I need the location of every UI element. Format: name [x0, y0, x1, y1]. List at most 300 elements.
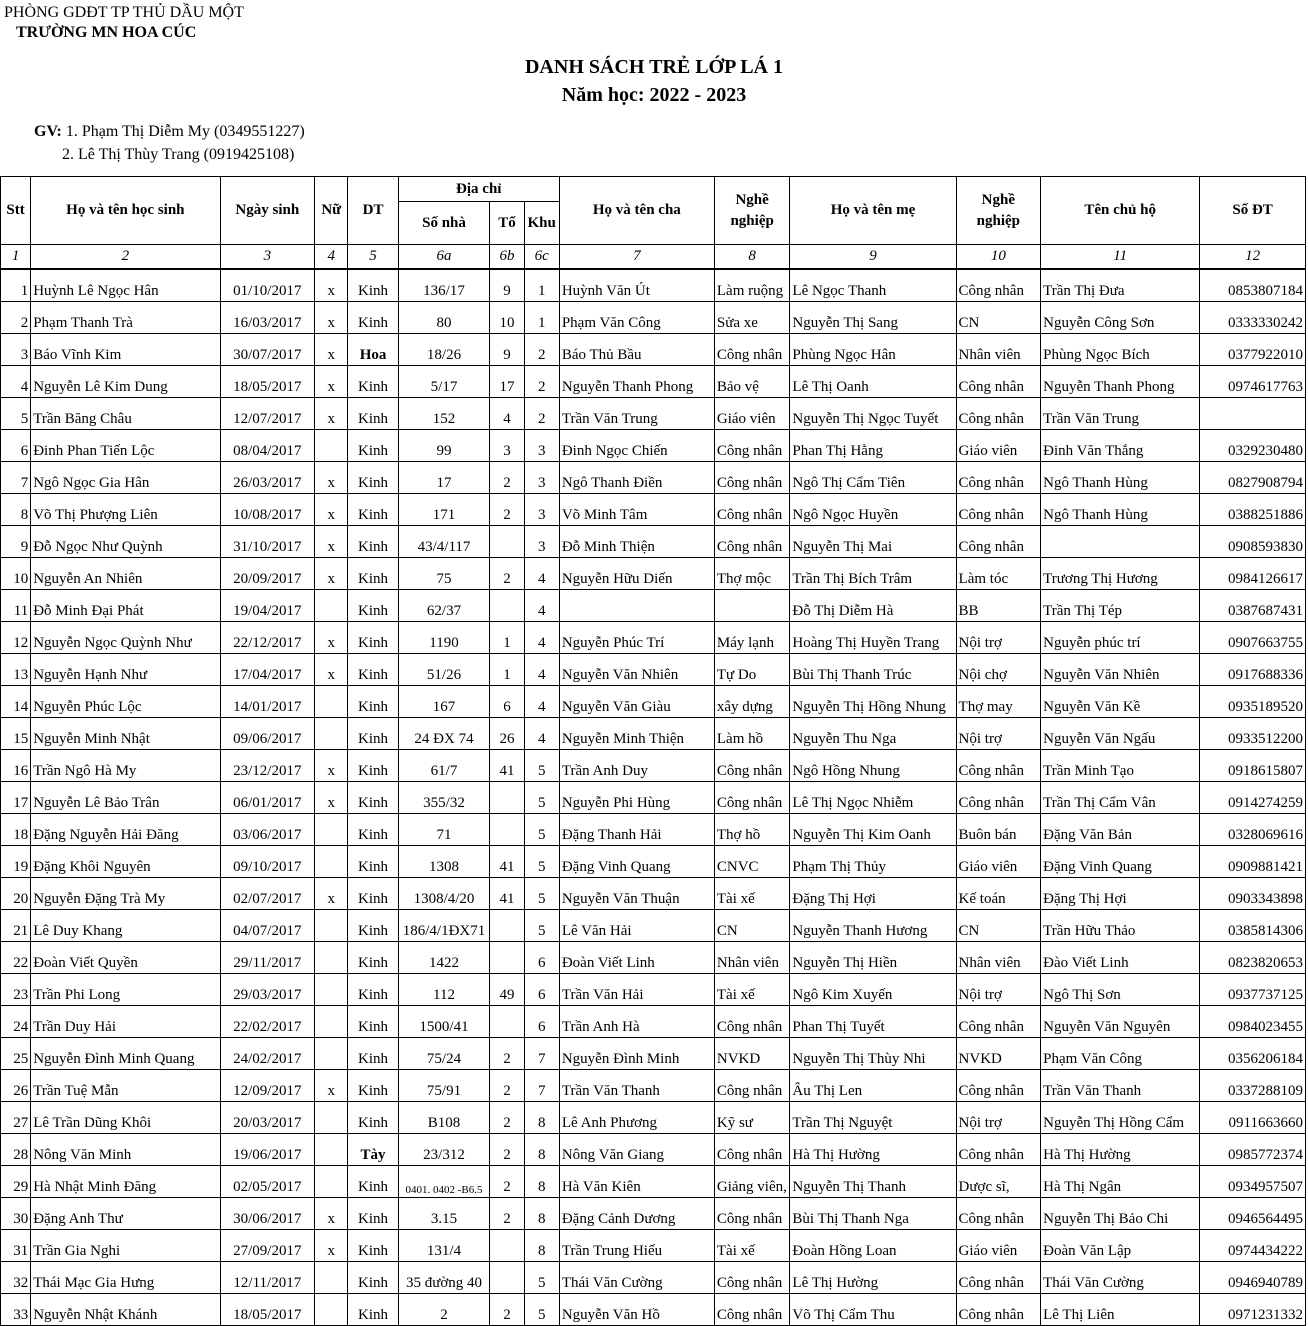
- cell-female-mark: [315, 1134, 348, 1166]
- cell-father-job: Máy lạnh: [714, 622, 790, 654]
- cell-ethnicity: Kinh: [348, 1038, 398, 1070]
- cell-dob: 12/07/2017: [220, 398, 315, 430]
- cell-student-name: Nguyễn Ngọc Quỳnh Như: [31, 622, 220, 654]
- cell-student-name: Đặng Anh Thư: [31, 1198, 220, 1230]
- col-to: Tổ: [490, 202, 524, 245]
- cell-phone: 0387687431: [1200, 590, 1306, 622]
- cell-student-name: Nguyễn Phúc Lộc: [31, 686, 220, 718]
- cell-mother-job: Giáo viên: [956, 846, 1041, 878]
- cell-khu: 8: [524, 1134, 559, 1166]
- cell-household-head: Ngô Thanh Hùng: [1041, 494, 1200, 526]
- cell-student-name: Nguyễn Đình Minh Quang: [31, 1038, 220, 1070]
- cell-student-name: Đỗ Ngọc Như Quỳnh: [31, 526, 220, 558]
- cell-khu: 6: [524, 974, 559, 1006]
- col-phone: Số ĐT: [1200, 177, 1306, 245]
- cell-mother-name: Phùng Ngọc Hân: [790, 334, 956, 366]
- cell-dob: 02/07/2017: [220, 878, 315, 910]
- cell-mother-name: Ngô Hồng Nhung: [790, 750, 956, 782]
- cell-mother-name: Đặng Thị Hợi: [790, 878, 956, 910]
- cell-dob: 12/09/2017: [220, 1070, 315, 1102]
- cell-to: 6: [490, 686, 524, 718]
- cell-father-job: Công nhân: [714, 1134, 790, 1166]
- cell-khu: 4: [524, 686, 559, 718]
- cell-phone: 0984126617: [1200, 558, 1306, 590]
- cell-to: 17: [490, 366, 524, 398]
- cell-phone: 0388251886: [1200, 494, 1306, 526]
- cell-father-job: Bảo vệ: [714, 366, 790, 398]
- cell-stt: 19: [1, 846, 31, 878]
- cell-to: 49: [490, 974, 524, 1006]
- cell-father-job: Công nhân: [714, 334, 790, 366]
- table-row: [1, 814, 1306, 846]
- cell-khu: 1: [524, 269, 559, 302]
- cell-student-name: Nguyễn Lê Bảo Trân: [31, 782, 220, 814]
- cell-dob: 19/06/2017: [220, 1134, 315, 1166]
- cell-dob: 04/07/2017: [220, 910, 315, 942]
- school-name: TRƯỜNG MN HOA CÚC: [16, 24, 197, 41]
- cell-ethnicity: Kinh: [348, 398, 398, 430]
- col-father: Họ và tên cha: [559, 177, 714, 245]
- cell-house-number: 112: [398, 974, 490, 1006]
- cell-phone: 0385814306: [1200, 910, 1306, 942]
- cell-student-name: Phạm Thanh Trà: [31, 302, 220, 334]
- cell-female-mark: x: [315, 269, 348, 302]
- cell-phone: [1200, 398, 1306, 430]
- table-row: [1, 1038, 1306, 1070]
- cell-female-mark: x: [315, 782, 348, 814]
- cell-father-job: Công nhân: [714, 526, 790, 558]
- cell-house-number: 43/4/117: [398, 526, 490, 558]
- cell-house-number: 1190: [398, 622, 490, 654]
- cell-dob: 20/09/2017: [220, 558, 315, 590]
- cell-phone: 0946564495: [1200, 1198, 1306, 1230]
- table-row: [1, 1294, 1306, 1326]
- cell-house-number: 2: [398, 1294, 490, 1326]
- student-rows: [1, 269, 1306, 1326]
- cell-phone: 0917688336: [1200, 654, 1306, 686]
- cell-stt: 9: [1, 526, 31, 558]
- cell-student-name: Võ Thị Phượng Liên: [31, 494, 220, 526]
- cell-father-name: Nguyễn Văn Hồ: [559, 1294, 714, 1326]
- cell-father-job: Công nhân: [714, 750, 790, 782]
- cell-father-name: Nông Văn Giang: [559, 1134, 714, 1166]
- cell-female-mark: x: [315, 558, 348, 590]
- cell-mother-job: Công nhân: [956, 1070, 1041, 1102]
- cell-khu: 6: [524, 942, 559, 974]
- cell-stt: 11: [1, 590, 31, 622]
- cell-student-name: Trần Ngô Hà My: [31, 750, 220, 782]
- cell-phone: 0823820653: [1200, 942, 1306, 974]
- table-row: [1, 334, 1306, 366]
- cell-father-name: Trần Anh Duy: [559, 750, 714, 782]
- cell-household-head: Phùng Ngọc Bích: [1041, 334, 1200, 366]
- cell-ethnicity: Kinh: [348, 302, 398, 334]
- cell-house-number: 1500/41: [398, 1006, 490, 1038]
- cell-mother-job: NVKD: [956, 1038, 1041, 1070]
- cell-phone: 0984023455: [1200, 1006, 1306, 1038]
- page-title: DANH SÁCH TRẺ LỚP LÁ 1: [524, 56, 783, 78]
- table-row: [1, 430, 1306, 462]
- cell-khu: 5: [524, 846, 559, 878]
- cell-stt: 22: [1, 942, 31, 974]
- cell-house-number: 355/32: [398, 782, 490, 814]
- cell-female-mark: x: [315, 654, 348, 686]
- cell-student-name: Lê Trần Dũng Khôi: [31, 1102, 220, 1134]
- column-number: 6a: [398, 245, 490, 270]
- cell-stt: 7: [1, 462, 31, 494]
- cell-to: [490, 910, 524, 942]
- cell-ethnicity: Kinh: [348, 846, 398, 878]
- cell-mother-job: Công nhân: [956, 526, 1041, 558]
- cell-mother-job: Nội trợ: [956, 718, 1041, 750]
- cell-mother-name: Nguyễn Thị Ngọc Tuyết: [790, 398, 956, 430]
- cell-household-head: Nguyễn Thị Bảo Chi: [1041, 1198, 1200, 1230]
- cell-khu: 2: [524, 366, 559, 398]
- cell-mother-name: Ngô Kim Xuyến: [790, 974, 956, 1006]
- cell-mother-job: BB: [956, 590, 1041, 622]
- cell-mother-name: Lê Thị Oanh: [790, 366, 956, 398]
- cell-father-name: Trần Anh Hà: [559, 1006, 714, 1038]
- cell-mother-job: Làm tóc: [956, 558, 1041, 590]
- cell-ethnicity: Kinh: [348, 622, 398, 654]
- cell-father-name: Hà Văn Kiên: [559, 1166, 714, 1198]
- cell-student-name: Đặng Nguyễn Hải Đăng: [31, 814, 220, 846]
- cell-female-mark: [315, 814, 348, 846]
- cell-household-head: Nguyễn Thị Hồng Cẩm: [1041, 1102, 1200, 1134]
- cell-phone: 0329230480: [1200, 430, 1306, 462]
- cell-khu: 3: [524, 430, 559, 462]
- cell-stt: 18: [1, 814, 31, 846]
- cell-student-name: Nguyễn An Nhiên: [31, 558, 220, 590]
- cell-dob: 06/01/2017: [220, 782, 315, 814]
- cell-dob: 10/08/2017: [220, 494, 315, 526]
- cell-father-job: Công nhân: [714, 494, 790, 526]
- cell-student-name: Nông Văn Minh: [31, 1134, 220, 1166]
- cell-father-name: Đặng Cảnh Dương: [559, 1198, 714, 1230]
- cell-khu: 8: [524, 1230, 559, 1262]
- cell-ethnicity: Kinh: [348, 1230, 398, 1262]
- cell-khu: 4: [524, 590, 559, 622]
- cell-ethnicity: Tày: [348, 1134, 398, 1166]
- cell-student-name: Hà Nhật Minh Đăng: [31, 1166, 220, 1198]
- cell-father-name: Thái Văn Cường: [559, 1262, 714, 1294]
- cell-phone: 0946940789: [1200, 1262, 1306, 1294]
- cell-father-name: Đinh Ngọc Chiến: [559, 430, 714, 462]
- cell-ethnicity: Kinh: [348, 782, 398, 814]
- cell-dob: 14/01/2017: [220, 686, 315, 718]
- cell-ethnicity: Kinh: [348, 718, 398, 750]
- cell-to: 2: [490, 1166, 524, 1198]
- cell-household-head: Ngô Thị Sơn: [1041, 974, 1200, 1006]
- cell-father-job: Tài xế: [714, 974, 790, 1006]
- cell-to: 2: [490, 494, 524, 526]
- cell-father-name: Đoàn Viết Linh: [559, 942, 714, 974]
- cell-female-mark: x: [315, 622, 348, 654]
- cell-mother-name: Trần Thị Bích Trâm: [790, 558, 956, 590]
- col-khu: Khu: [524, 202, 559, 245]
- cell-father-job: Giáo viên: [714, 398, 790, 430]
- cell-house-number: 80: [398, 302, 490, 334]
- cell-household-head: Hà Thị Ngân: [1041, 1166, 1200, 1198]
- cell-stt: 33: [1, 1294, 31, 1326]
- col-mother: Họ và tên mẹ: [790, 177, 956, 245]
- cell-father-name: Nguyễn Hữu Diến: [559, 558, 714, 590]
- cell-female-mark: [315, 1166, 348, 1198]
- cell-student-name: Nguyễn Nhật Khánh: [31, 1294, 220, 1326]
- cell-female-mark: x: [315, 302, 348, 334]
- cell-female-mark: [315, 1038, 348, 1070]
- cell-female-mark: x: [315, 334, 348, 366]
- column-number: 2: [31, 245, 220, 270]
- cell-father-name: Nguyễn Minh Thiện: [559, 718, 714, 750]
- cell-stt: 4: [1, 366, 31, 398]
- cell-ethnicity: Kinh: [348, 814, 398, 846]
- cell-father-job: NVKD: [714, 1038, 790, 1070]
- col-address: Địa chỉ: [398, 177, 559, 202]
- cell-dob: 02/05/2017: [220, 1166, 315, 1198]
- cell-student-name: Lê Duy Khang: [31, 910, 220, 942]
- cell-stt: 28: [1, 1134, 31, 1166]
- cell-father-name: Lê Văn Hải: [559, 910, 714, 942]
- cell-phone: 0974434222: [1200, 1230, 1306, 1262]
- cell-household-head: Thái Văn Cường: [1041, 1262, 1200, 1294]
- cell-mother-job: Thợ may: [956, 686, 1041, 718]
- cell-stt: 21: [1, 910, 31, 942]
- cell-phone: 0911663660: [1200, 1102, 1306, 1134]
- cell-phone: 0356206184: [1200, 1038, 1306, 1070]
- cell-ethnicity: Kinh: [348, 1294, 398, 1326]
- cell-mother-name: Âu Thị Len: [790, 1070, 956, 1102]
- cell-mother-job: Công nhân: [956, 366, 1041, 398]
- cell-phone: 0937737125: [1200, 974, 1306, 1006]
- cell-father-name: Phạm Văn Công: [559, 302, 714, 334]
- col-dt: DT: [348, 177, 398, 245]
- cell-phone: 0909881421: [1200, 846, 1306, 878]
- cell-father-job: Tài xế: [714, 1230, 790, 1262]
- table-row: [1, 654, 1306, 686]
- cell-khu: 5: [524, 750, 559, 782]
- cell-household-head: Nguyễn Văn Ngấu: [1041, 718, 1200, 750]
- cell-ethnicity: Kinh: [348, 1006, 398, 1038]
- cell-khu: 8: [524, 1198, 559, 1230]
- cell-house-number: 152: [398, 398, 490, 430]
- column-number: 8: [714, 245, 790, 270]
- cell-to: 2: [490, 1198, 524, 1230]
- cell-female-mark: x: [315, 1230, 348, 1262]
- table-row: [1, 910, 1306, 942]
- cell-stt: 13: [1, 654, 31, 686]
- cell-stt: 26: [1, 1070, 31, 1102]
- cell-mother-name: Lê Thị Ngọc Nhiễm: [790, 782, 956, 814]
- cell-phone: 0903343898: [1200, 878, 1306, 910]
- cell-ethnicity: Kinh: [348, 269, 398, 302]
- cell-household-head: Đoàn Văn Lập: [1041, 1230, 1200, 1262]
- cell-stt: 17: [1, 782, 31, 814]
- cell-to: [490, 814, 524, 846]
- cell-household-head: Đào Viết Linh: [1041, 942, 1200, 974]
- cell-student-name: Nguyễn Đặng Trà My: [31, 878, 220, 910]
- cell-female-mark: [315, 1102, 348, 1134]
- cell-mother-job: Nội chợ: [956, 654, 1041, 686]
- cell-stt: 25: [1, 1038, 31, 1070]
- cell-to: 2: [490, 1102, 524, 1134]
- cell-ethnicity: Kinh: [348, 910, 398, 942]
- cell-ethnicity: Kinh: [348, 878, 398, 910]
- cell-khu: 4: [524, 654, 559, 686]
- cell-phone: 0974617763: [1200, 366, 1306, 398]
- col-head: Tên chủ hộ: [1041, 177, 1200, 245]
- cell-female-mark: x: [315, 1198, 348, 1230]
- cell-mother-name: Nguyễn Thị Thùy Nhi: [790, 1038, 956, 1070]
- cell-dob: 22/02/2017: [220, 1006, 315, 1038]
- cell-household-head: Trương Thị Hương: [1041, 558, 1200, 590]
- cell-dob: 29/03/2017: [220, 974, 315, 1006]
- cell-to: 2: [490, 1038, 524, 1070]
- cell-phone: 0827908794: [1200, 462, 1306, 494]
- cell-ethnicity: Kinh: [348, 526, 398, 558]
- cell-dob: 22/12/2017: [220, 622, 315, 654]
- cell-khu: 5: [524, 1294, 559, 1326]
- cell-dob: 12/11/2017: [220, 1262, 315, 1294]
- column-number: 1: [1, 245, 31, 270]
- cell-khu: 3: [524, 462, 559, 494]
- cell-khu: 5: [524, 782, 559, 814]
- cell-student-name: Ngô Ngọc Gia Hân: [31, 462, 220, 494]
- cell-father-job: Công nhân: [714, 1006, 790, 1038]
- column-number: 11: [1041, 245, 1200, 270]
- cell-house-number: 171: [398, 494, 490, 526]
- cell-female-mark: x: [315, 878, 348, 910]
- cell-mother-job: Công nhân: [956, 1134, 1041, 1166]
- cell-dob: 18/05/2017: [220, 1294, 315, 1326]
- cell-student-name: Nguyễn Hạnh Như: [31, 654, 220, 686]
- cell-household-head: Hà Thị Hường: [1041, 1134, 1200, 1166]
- cell-household-head: Trần Thị Cẩm Vân: [1041, 782, 1200, 814]
- cell-house-number: 1422: [398, 942, 490, 974]
- teacher-1: 1. Phạm Thị Diễm My (0349551227): [65, 123, 305, 140]
- cell-stt: 10: [1, 558, 31, 590]
- cell-ethnicity: Kinh: [348, 462, 398, 494]
- cell-father-name: Trần Văn Trung: [559, 398, 714, 430]
- cell-mother-job: Công nhân: [956, 1262, 1041, 1294]
- cell-house-number: 1308/4/20: [398, 878, 490, 910]
- cell-stt: 31: [1, 1230, 31, 1262]
- cell-dob: 31/10/2017: [220, 526, 315, 558]
- cell-household-head: Lê Thị Liên: [1041, 1294, 1200, 1326]
- cell-household-head: Trần Hữu Thảo: [1041, 910, 1200, 942]
- col-nu: Nữ: [315, 177, 348, 245]
- cell-house-number: 24 ĐX 74: [398, 718, 490, 750]
- cell-to: [490, 942, 524, 974]
- table-row: [1, 1166, 1306, 1198]
- cell-khu: 5: [524, 910, 559, 942]
- cell-father-name: Nguyễn Phúc Trí: [559, 622, 714, 654]
- cell-khu: 6: [524, 1006, 559, 1038]
- cell-to: 41: [490, 750, 524, 782]
- cell-mother-name: Nguyễn Thị Mai: [790, 526, 956, 558]
- cell-female-mark: [315, 1262, 348, 1294]
- cell-ethnicity: Kinh: [348, 590, 398, 622]
- cell-father-job: [714, 590, 790, 622]
- cell-stt: 29: [1, 1166, 31, 1198]
- cell-phone: 0933512200: [1200, 718, 1306, 750]
- cell-phone: 0333330242: [1200, 302, 1306, 334]
- cell-student-name: Trần Phi Long: [31, 974, 220, 1006]
- table-row: [1, 1102, 1306, 1134]
- cell-student-name: Đặng Khôi Nguyên: [31, 846, 220, 878]
- cell-stt: 23: [1, 974, 31, 1006]
- cell-father-name: Huỳnh Văn Út: [559, 269, 714, 302]
- teacher-2: 2. Lê Thị Thùy Trang (0919425108): [62, 146, 295, 163]
- cell-ethnicity: Kinh: [348, 974, 398, 1006]
- cell-dob: 09/06/2017: [220, 718, 315, 750]
- cell-dob: 17/04/2017: [220, 654, 315, 686]
- header-org-block: [4, 3, 244, 43]
- cell-to: 2: [490, 1294, 524, 1326]
- cell-mother-job: Nội trợ: [956, 974, 1041, 1006]
- cell-mother-name: Nguyễn Thị Sang: [790, 302, 956, 334]
- cell-mother-job: Nhân viên: [956, 334, 1041, 366]
- cell-mother-name: Lê Thị Hường: [790, 1262, 956, 1294]
- cell-father-name: Đặng Thanh Hải: [559, 814, 714, 846]
- cell-female-mark: [315, 910, 348, 942]
- cell-stt: 1: [1, 269, 31, 302]
- cell-mother-job: Nhân viên: [956, 942, 1041, 974]
- cell-female-mark: [315, 846, 348, 878]
- column-number: 10: [956, 245, 1041, 270]
- cell-female-mark: [315, 974, 348, 1006]
- cell-to: 2: [490, 1134, 524, 1166]
- cell-household-head: Trần Văn Trung: [1041, 398, 1200, 430]
- cell-to: 41: [490, 878, 524, 910]
- cell-phone: 0935189520: [1200, 686, 1306, 718]
- cell-khu: 4: [524, 558, 559, 590]
- cell-household-head: Trần Thị Đưa: [1041, 269, 1200, 302]
- cell-father-name: Nguyễn Văn Thuận: [559, 878, 714, 910]
- cell-student-name: Đinh Phan Tiến Lộc: [31, 430, 220, 462]
- cell-mother-name: Hoàng Thị Huyền Trang: [790, 622, 956, 654]
- cell-ethnicity: Kinh: [348, 494, 398, 526]
- cell-house-number: 99: [398, 430, 490, 462]
- cell-stt: 16: [1, 750, 31, 782]
- cell-house-number: 75: [398, 558, 490, 590]
- cell-stt: 12: [1, 622, 31, 654]
- cell-household-head: Trần Minh Tạo: [1041, 750, 1200, 782]
- cell-household-head: [1041, 526, 1200, 558]
- cell-student-name: Báo Vĩnh Kim: [31, 334, 220, 366]
- column-number: 6b: [490, 245, 524, 270]
- cell-father-name: Báo Thủ Bầu: [559, 334, 714, 366]
- cell-ethnicity: Kinh: [348, 942, 398, 974]
- cell-household-head: Đặng Văn Bản: [1041, 814, 1200, 846]
- cell-mother-job: Công nhân: [956, 398, 1041, 430]
- cell-father-name: Nguyễn Văn Nhiên: [559, 654, 714, 686]
- cell-mother-name: Nguyễn Thị Hồng Nhung: [790, 686, 956, 718]
- cell-household-head: Đặng Vinh Quang: [1041, 846, 1200, 878]
- cell-stt: 6: [1, 430, 31, 462]
- table-row: [1, 846, 1306, 878]
- cell-female-mark: [315, 1294, 348, 1326]
- school-year: Năm học: 2022 - 2023: [561, 84, 747, 106]
- cell-mother-name: Nguyễn Thị Thanh: [790, 1166, 956, 1198]
- cell-house-number: 136/17: [398, 269, 490, 302]
- cell-father-job: Thợ mộc: [714, 558, 790, 590]
- cell-father-name: Đỗ Minh Thiện: [559, 526, 714, 558]
- table-row: [1, 782, 1306, 814]
- cell-stt: 8: [1, 494, 31, 526]
- col-father-job: Nghề nghiệp: [714, 177, 790, 245]
- cell-to: 2: [490, 1070, 524, 1102]
